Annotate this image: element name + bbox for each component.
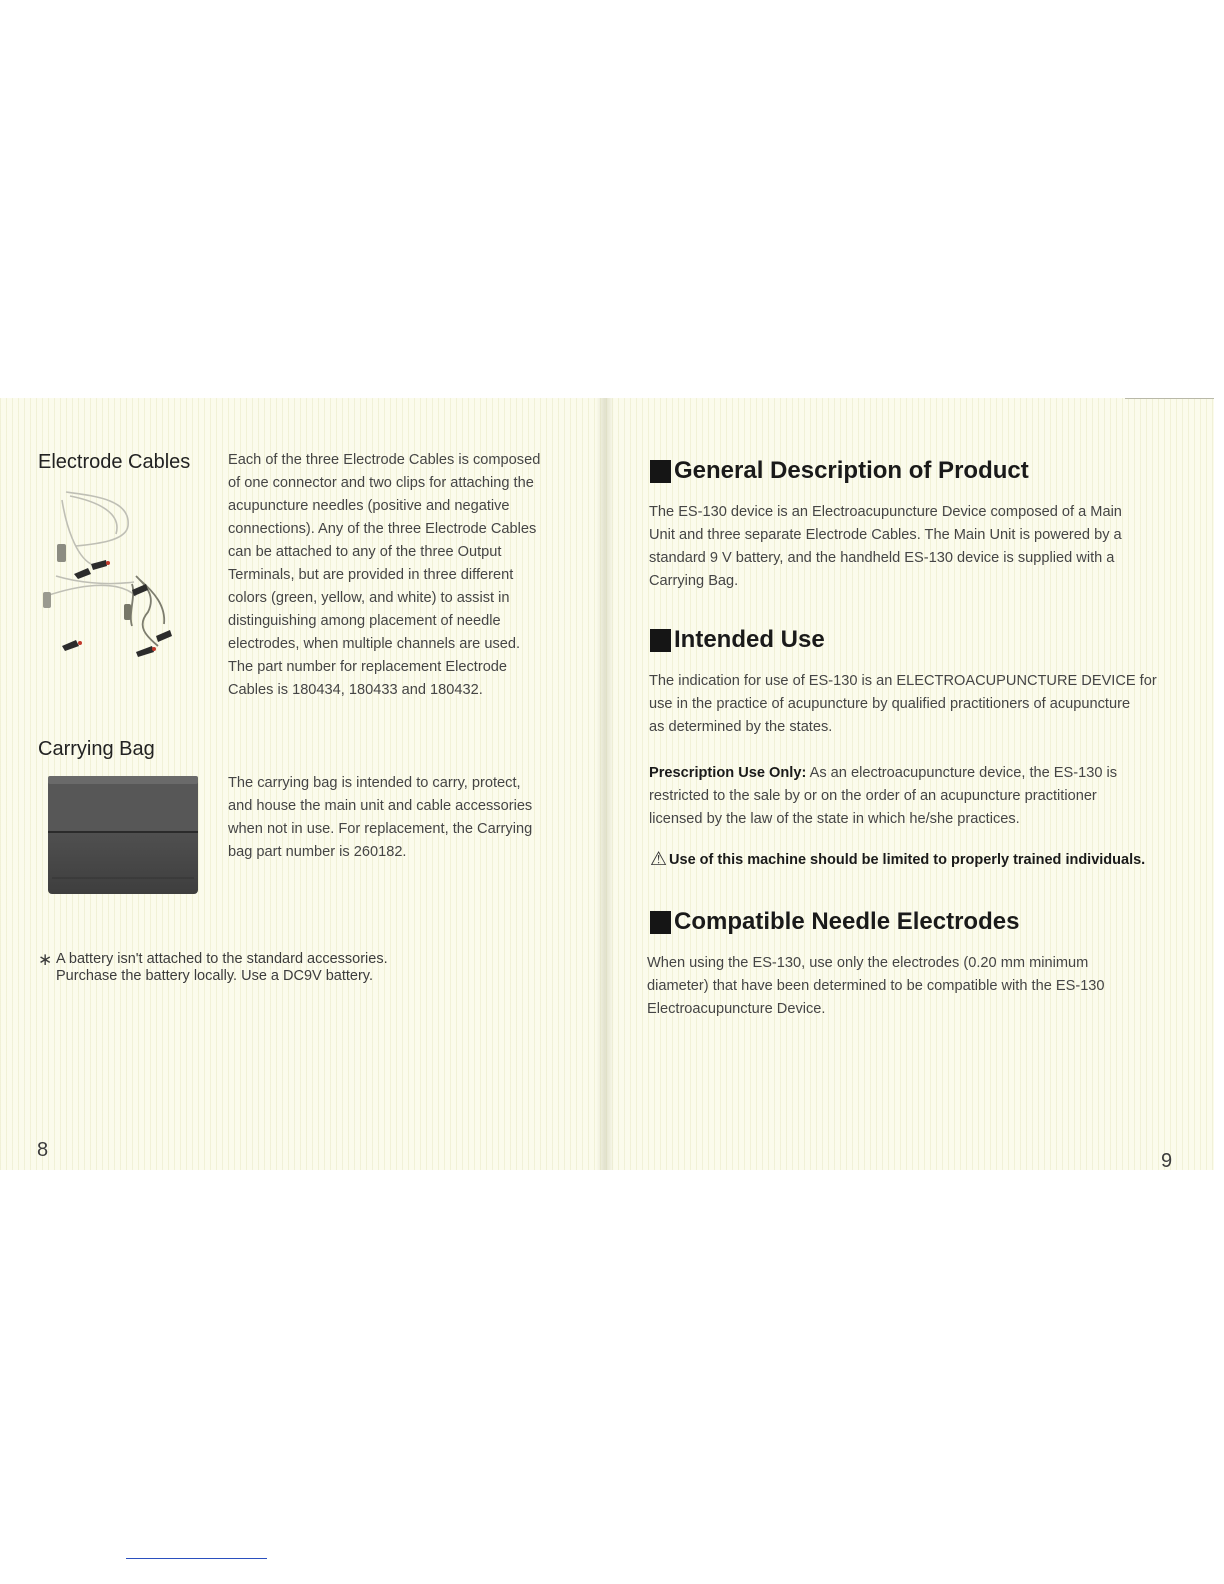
text-line: Each of the three Electrode Cables is composed: [228, 452, 541, 468]
heading-text: Compatible Needle Electrodes: [674, 908, 1020, 935]
electrode-cables-image: [36, 486, 186, 666]
text-line: acupuncture needles (positive and negative: [228, 498, 510, 514]
text-line: bag part number is 260182.: [228, 844, 407, 860]
text-line: Cables is 180434, 180433 and 180432.: [228, 682, 483, 698]
electrode-cables-description: [228, 449, 578, 702]
carrying-bag-description: [228, 772, 578, 864]
warning-line: [650, 848, 1145, 871]
electrode-cables-heading: Electrode Cables: [38, 451, 191, 473]
text-line: use in the practice of acupuncture by qualified practitioners of acupuncture: [649, 696, 1131, 712]
warning-triangle-icon: ⚠: [650, 849, 668, 870]
carrying-bag-image: [46, 774, 200, 898]
intended-use-body: [649, 670, 1194, 739]
page-number-left: 8: [37, 1139, 49, 1161]
heading-text: Intended Use: [674, 626, 825, 653]
prescription-line: [649, 762, 1194, 785]
text-line: The indication for use of ES-130 is an ELECTROACUPUNCTURE DEVICE for: [649, 673, 1157, 689]
text-line: as determined by the states.: [649, 719, 833, 735]
heading-square-icon: [650, 911, 671, 934]
prescription-use: [649, 762, 1194, 831]
warning-text: Use of this machine should be limited to properly trained individuals.: [669, 851, 1146, 868]
prescription-text: As an electroacupuncture device, the ES-130 is: [806, 765, 1118, 781]
text-line: Unit and three separate Electrode Cables. The Main Unit is powered by a: [649, 527, 1122, 543]
text-line: The part number for replacement Electrode: [228, 659, 508, 675]
text-line: Carrying Bag.: [649, 573, 739, 589]
note-line: A battery isn't attached to the standard accessories.: [56, 951, 388, 967]
heading-square-icon: [650, 460, 671, 483]
text-line: The ES-130 device is an Electroacupuncture Device composed of a Main: [649, 504, 1122, 520]
general-description-heading: [650, 457, 1029, 485]
connector-plug: [57, 544, 66, 562]
text-line: can be attached to any of the three Output: [228, 544, 502, 560]
text-line: connections). Any of the three Electrode Cables: [228, 521, 537, 537]
note-line: Purchase the battery locally. Use a DC9V battery.: [56, 968, 373, 984]
text-line: when not in use. For replacement, the Carrying: [228, 821, 533, 837]
carrying-bag-heading: Carrying Bag: [38, 738, 155, 760]
text-line: Terminals, but are provided in three different: [228, 567, 514, 583]
heading-square-icon: [650, 629, 671, 652]
prescription-label: Prescription Use Only:: [649, 765, 807, 781]
text-line: colors (green, yellow, and white) to assist in: [228, 590, 510, 606]
intended-use-heading: [650, 626, 825, 654]
text-line: distinguishing among placement of needle: [228, 613, 501, 629]
text-line: and house the main unit and cable accessories: [228, 798, 533, 814]
general-description-body: [649, 501, 1189, 593]
top-rule: [1125, 398, 1214, 399]
book-gutter: [596, 398, 614, 1170]
text-line: of one connector and two clips for attaching the: [228, 475, 534, 491]
heading-text: General Description of Product: [674, 457, 1029, 484]
note-asterisk: ∗: [38, 950, 53, 969]
battery-note: [38, 951, 558, 985]
page-number-right: 9: [1161, 1150, 1173, 1172]
text-line: When using the ES-130, use only the electrodes (0.20 mm minimum: [647, 955, 1089, 971]
compatible-electrodes-heading: [650, 908, 1019, 936]
text-line: electrodes, when multiple channels are used.: [228, 636, 521, 652]
text-line: restricted to the sale by or on the order of an acupuncture practitioner: [649, 788, 1097, 804]
text-line: licensed by the law of the state in which he/she practices.: [649, 811, 1020, 827]
text-line: diameter) that have been determined to be compatible with the ES-130: [647, 978, 1105, 994]
text-line: standard 9 V battery, and the handheld ES-130 device is supplied with a: [649, 550, 1115, 566]
bottom-rule: [126, 1558, 267, 1559]
text-line: Electroacupuncture Device.: [647, 1001, 826, 1017]
compatible-electrodes-body: [647, 952, 1192, 1021]
text-line: The carrying bag is intended to carry, protect,: [228, 775, 521, 791]
